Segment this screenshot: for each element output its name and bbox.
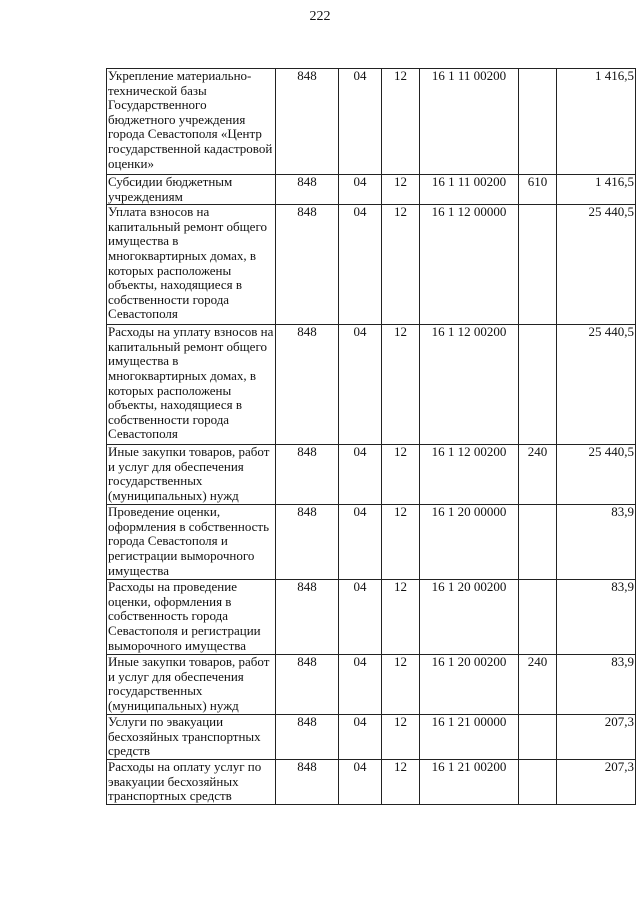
row-amount: 25 440,5 [557, 445, 636, 505]
row-name: Иные закупки товаров, работ и услуг для обеспечения государственных (муниципальных) нужд [107, 655, 276, 715]
row-section: 04 [339, 205, 382, 325]
table-row [107, 445, 636, 505]
table-row [107, 205, 636, 325]
row-name: Уплата взносов на капитальный ремонт общего имущества в многоквартирных домах, в которых расположены объекты, находящиеся в собственности города Севастополя [107, 205, 276, 325]
row-subsection: 12 [382, 69, 420, 175]
row-amount: 1 416,5 [557, 69, 636, 175]
table-row [107, 715, 636, 760]
table-row [107, 580, 636, 655]
row-target-article: 16 1 12 00000 [420, 205, 519, 325]
page-number: 222 [309, 9, 331, 24]
row-subsection: 12 [382, 445, 420, 505]
row-expense-type [519, 580, 557, 655]
row-subsection: 12 [382, 205, 420, 325]
row-target-article: 16 1 21 00200 [420, 760, 519, 805]
table-row [107, 760, 636, 805]
row-expense-type [519, 205, 557, 325]
row-name: Проведение оценки, оформления в собственность города Севастополя и регистрации выморочного имущества [107, 505, 276, 580]
row-amount: 1 416,5 [557, 175, 636, 205]
row-ministry: 848 [276, 505, 339, 580]
row-target-article: 16 1 20 00200 [420, 580, 519, 655]
row-name: Укрепление материально-технической базы Государственного бюджетного учреждения города Севастополя «Центр государственной кадастровой оценки» [107, 69, 276, 175]
row-expense-type [519, 715, 557, 760]
row-amount: 83,9 [557, 505, 636, 580]
row-amount: 83,9 [557, 655, 636, 715]
row-section: 04 [339, 715, 382, 760]
row-target-article: 16 1 20 00000 [420, 505, 519, 580]
row-ministry: 848 [276, 760, 339, 805]
row-amount: 25 440,5 [557, 325, 636, 445]
row-target-article: 16 1 20 00200 [420, 655, 519, 715]
row-target-article: 16 1 12 00200 [420, 325, 519, 445]
row-section: 04 [339, 655, 382, 715]
row-expense-type [519, 325, 557, 445]
row-expense-type: 240 [519, 445, 557, 505]
row-expense-type: 610 [519, 175, 557, 205]
row-name: Расходы на проведение оценки, оформления в собственность города Севастополя и регистрации выморочного имущества [107, 580, 276, 655]
row-expense-type: 240 [519, 655, 557, 715]
row-target-article: 16 1 11 00200 [420, 175, 519, 205]
row-subsection: 12 [382, 655, 420, 715]
table-row [107, 69, 636, 175]
row-name: Услуги по эвакуации бесхозяйных транспортных средств [107, 715, 276, 760]
row-expense-type [519, 505, 557, 580]
row-ministry: 848 [276, 69, 339, 175]
row-name: Расходы на оплату услуг по эвакуации бесхозяйных транспортных средств [107, 760, 276, 805]
row-section: 04 [339, 760, 382, 805]
row-target-article: 16 1 21 00000 [420, 715, 519, 760]
row-amount: 83,9 [557, 580, 636, 655]
budget-table [106, 68, 636, 805]
row-name: Иные закупки товаров, работ и услуг для обеспечения государственных (муниципальных) нужд [107, 445, 276, 505]
row-subsection: 12 [382, 580, 420, 655]
row-section: 04 [339, 505, 382, 580]
row-ministry: 848 [276, 205, 339, 325]
row-subsection: 12 [382, 325, 420, 445]
row-ministry: 848 [276, 175, 339, 205]
row-ministry: 848 [276, 655, 339, 715]
row-ministry: 848 [276, 445, 339, 505]
table-row [107, 325, 636, 445]
row-section: 04 [339, 445, 382, 505]
row-expense-type [519, 760, 557, 805]
row-name: Расходы на уплату взносов на капитальный ремонт общего имущества в многоквартирных домах, в которых расположены объекты, находящиеся в собственности города Севастополя [107, 325, 276, 445]
table-row [107, 505, 636, 580]
row-ministry: 848 [276, 715, 339, 760]
row-subsection: 12 [382, 175, 420, 205]
row-section: 04 [339, 175, 382, 205]
row-section: 04 [339, 69, 382, 175]
row-name: Субсидии бюджетным учреждениям [107, 175, 276, 205]
row-section: 04 [339, 325, 382, 445]
table-row [107, 175, 636, 205]
table-row [107, 655, 636, 715]
row-section: 04 [339, 580, 382, 655]
row-ministry: 848 [276, 580, 339, 655]
row-expense-type [519, 69, 557, 175]
row-target-article: 16 1 11 00200 [420, 69, 519, 175]
row-amount: 25 440,5 [557, 205, 636, 325]
row-amount: 207,3 [557, 760, 636, 805]
row-subsection: 12 [382, 760, 420, 805]
row-ministry: 848 [276, 325, 339, 445]
row-subsection: 12 [382, 505, 420, 580]
row-amount: 207,3 [557, 715, 636, 760]
row-target-article: 16 1 12 00200 [420, 445, 519, 505]
row-subsection: 12 [382, 715, 420, 760]
